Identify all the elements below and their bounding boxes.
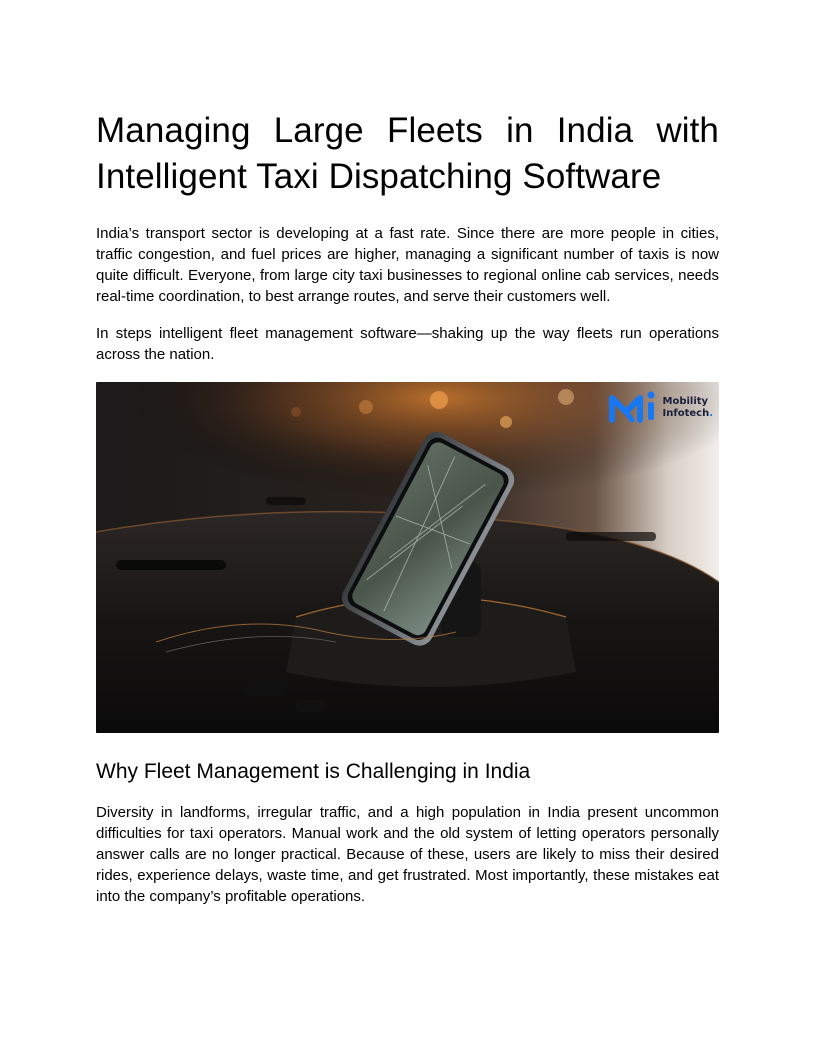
second-paragraph: In steps intelligent fleet management software—shaking up the way fleets run operations across the nation. [96, 325, 719, 363]
brand-logo [608, 390, 713, 426]
phone-on-car-dashboard-illustration [96, 382, 719, 733]
document-page [96, 108, 719, 907]
section-paragraph: Diversity in landforms, irregular traffic, and a high population in India present uncommon difficulties for taxi operators. Manual work and the old system of letting operators personally answer calls are no longer practical. Because of these, users are likely to miss their desired rides, experience delays, waste time, and get frustrated. Most importantly, these mistakes eat into the company’s profitable operations. [96, 804, 719, 905]
intro-paragraph: India’s transport sector is developing at a fast rate. Since there are more people in cities, traffic congestion, and fuel prices are higher, managing a significant number of taxis is now quite difficult. Everyone, from large city taxi businesses to regional online cab services, needs real-time coordination, to best arrange routes, and serve their customers well. [96, 225, 719, 305]
article-title: Managing Large Fleets in India with Intelligent Taxi Dispatching Software [96, 111, 719, 196]
logo-wordmark [663, 396, 713, 420]
logo-dot: . [709, 408, 713, 419]
logo-line-2: Infotech [662, 408, 710, 419]
section-heading: Why Fleet Management is Challenging in India [96, 760, 531, 783]
logo-line-1: Mobility [662, 396, 709, 407]
article-image [96, 382, 719, 733]
mobility-infotech-logo-icon [608, 390, 660, 426]
